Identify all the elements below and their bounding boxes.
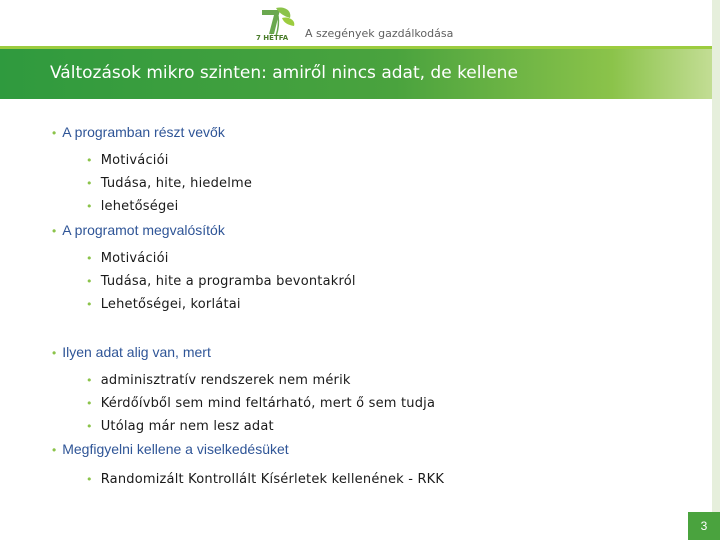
bullet-dot-icon: • — [86, 298, 93, 311]
sub-bullet — [86, 251, 169, 266]
sub-bullet — [86, 396, 435, 411]
bullet-dot-icon: • — [52, 443, 57, 457]
sub-bullet — [86, 274, 356, 289]
bullet-participants — [52, 124, 225, 140]
sub-bullet-text: Kérdőívből sem mind feltárható, mert ő sem tudja — [100, 396, 436, 411]
bullet-dot-icon: • — [52, 126, 57, 140]
sub-bullet — [86, 297, 241, 312]
sub-bullet — [86, 472, 444, 487]
sub-bullet-text: lehetőségei — [100, 199, 179, 214]
right-edge-strip — [712, 0, 720, 540]
bullet-dot-icon: • — [86, 473, 93, 486]
bullet-observe-behavior — [52, 441, 289, 457]
sub-bullet — [86, 176, 252, 191]
bullet-text: A programot megvalósítók — [62, 222, 225, 238]
bullet-dot-icon: • — [86, 397, 93, 410]
sub-bullet-text: Motivációi — [100, 153, 169, 168]
sub-bullet-text: adminisztratív rendszerek nem mérik — [100, 373, 351, 388]
logo-text: 7 HÉTFA — [256, 34, 289, 42]
page-number: 3 — [688, 512, 720, 540]
bullet-dot-icon: • — [86, 275, 93, 288]
header-subtitle: A szegények gazdálkodása — [305, 27, 454, 40]
bullet-text: Ilyen adat alig van, mert — [62, 344, 211, 360]
bullet-dot-icon: • — [86, 154, 93, 167]
sub-bullet-text: Motivációi — [100, 251, 169, 266]
sub-bullet — [86, 419, 274, 434]
bullet-text: A programban részt vevők — [62, 124, 225, 140]
bullet-dot-icon: • — [86, 374, 93, 387]
bullet-data-missing — [52, 344, 211, 360]
sub-bullet — [86, 199, 178, 214]
bullet-implementers — [52, 222, 225, 238]
sub-bullet-text: Randomizált Kontrollált Kísérletek kellenének - RKK — [100, 472, 445, 487]
sub-bullet-text: Utólag már nem lesz adat — [100, 419, 274, 434]
slide-title: Változások mikro szinten: amiről nincs adat, de kellene — [50, 63, 518, 83]
bullet-dot-icon: • — [52, 224, 57, 238]
bullet-dot-icon: • — [86, 252, 93, 265]
sub-bullet-text: Tudása, hite a programba bevontakról — [100, 274, 356, 289]
bullet-dot-icon: • — [86, 200, 93, 213]
slide-header — [0, 0, 720, 46]
bullet-dot-icon: • — [86, 420, 93, 433]
bullet-text: Megfigyelni kellene a viselkedésüket — [62, 441, 289, 457]
sub-bullet-text: Tudása, hite, hiedelme — [100, 176, 253, 191]
hetfa-logo-icon — [254, 4, 300, 42]
sub-bullet — [86, 153, 169, 168]
bullet-dot-icon: • — [52, 346, 57, 360]
sub-bullet — [86, 373, 351, 388]
bullet-dot-icon: • — [86, 177, 93, 190]
sub-bullet-text: Lehetőségei, korlátai — [100, 297, 241, 312]
